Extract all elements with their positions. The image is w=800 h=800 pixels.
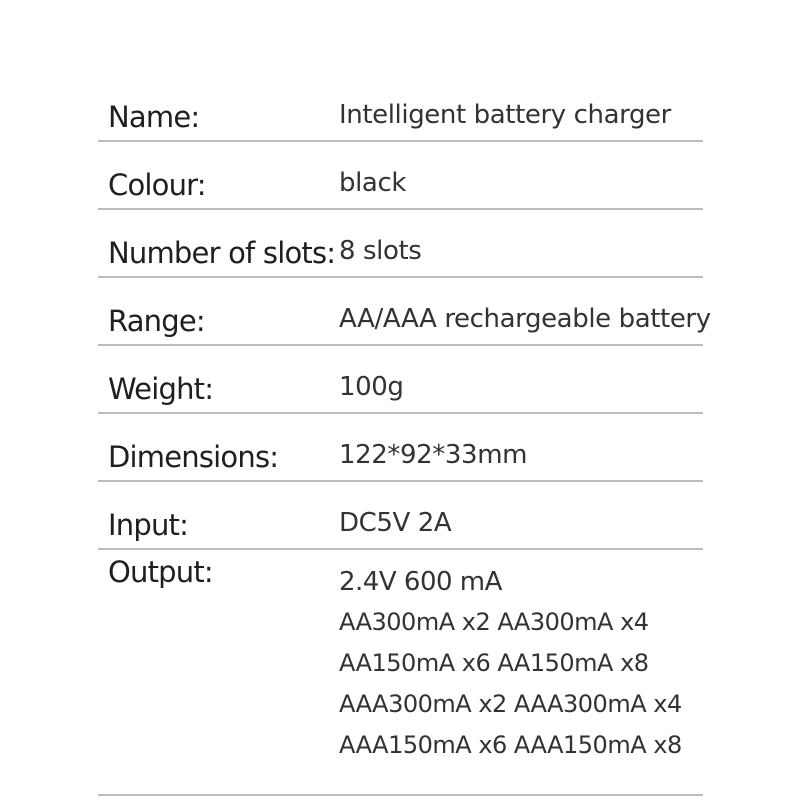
spec-value-colour: black (339, 168, 407, 198)
spec-row-name (98, 74, 703, 142)
spec-label-range: Range: (108, 304, 205, 338)
output-line: AAA300mA x2 AAA300mA x4 (339, 690, 682, 718)
spec-row-range (98, 278, 711, 346)
output-values (339, 562, 682, 766)
spec-label-output: Output: (108, 555, 213, 589)
spec-label-colour: Colour: (108, 168, 206, 202)
output-line: AA150mA x6 AA150mA x8 (339, 649, 649, 677)
spec-row-slots (98, 210, 703, 278)
spec-value-slots: 8 slots (339, 236, 422, 266)
spec-row-weight (98, 346, 703, 414)
spec-label-input: Input: (108, 508, 189, 542)
spec-label-dimensions: Dimensions: (108, 440, 279, 474)
spec-value-input: DC5V 2A (339, 508, 452, 538)
spec-label-weight: Weight: (108, 372, 214, 406)
spec-value-dimensions: 122*92*33mm (339, 440, 528, 470)
spec-table (98, 74, 711, 796)
output-line: AAA150mA x6 AAA150mA x8 (339, 731, 682, 759)
spec-row-dimensions (98, 414, 703, 482)
spec-row-output (98, 550, 703, 796)
output-line: AA300mA x2 AA300mA x4 (339, 608, 649, 636)
spec-row-colour (98, 142, 703, 210)
spec-value-range: AA/AAA rechargeable battery (339, 304, 711, 334)
spec-value-name: Intelligent battery charger (339, 100, 671, 130)
spec-label-slots: Number of slots: (108, 236, 336, 270)
spec-value-weight: 100g (339, 372, 404, 402)
spec-label-name: Name: (108, 100, 200, 134)
output-line: 2.4V 600 mA (339, 567, 502, 597)
spec-row-input (98, 482, 703, 550)
